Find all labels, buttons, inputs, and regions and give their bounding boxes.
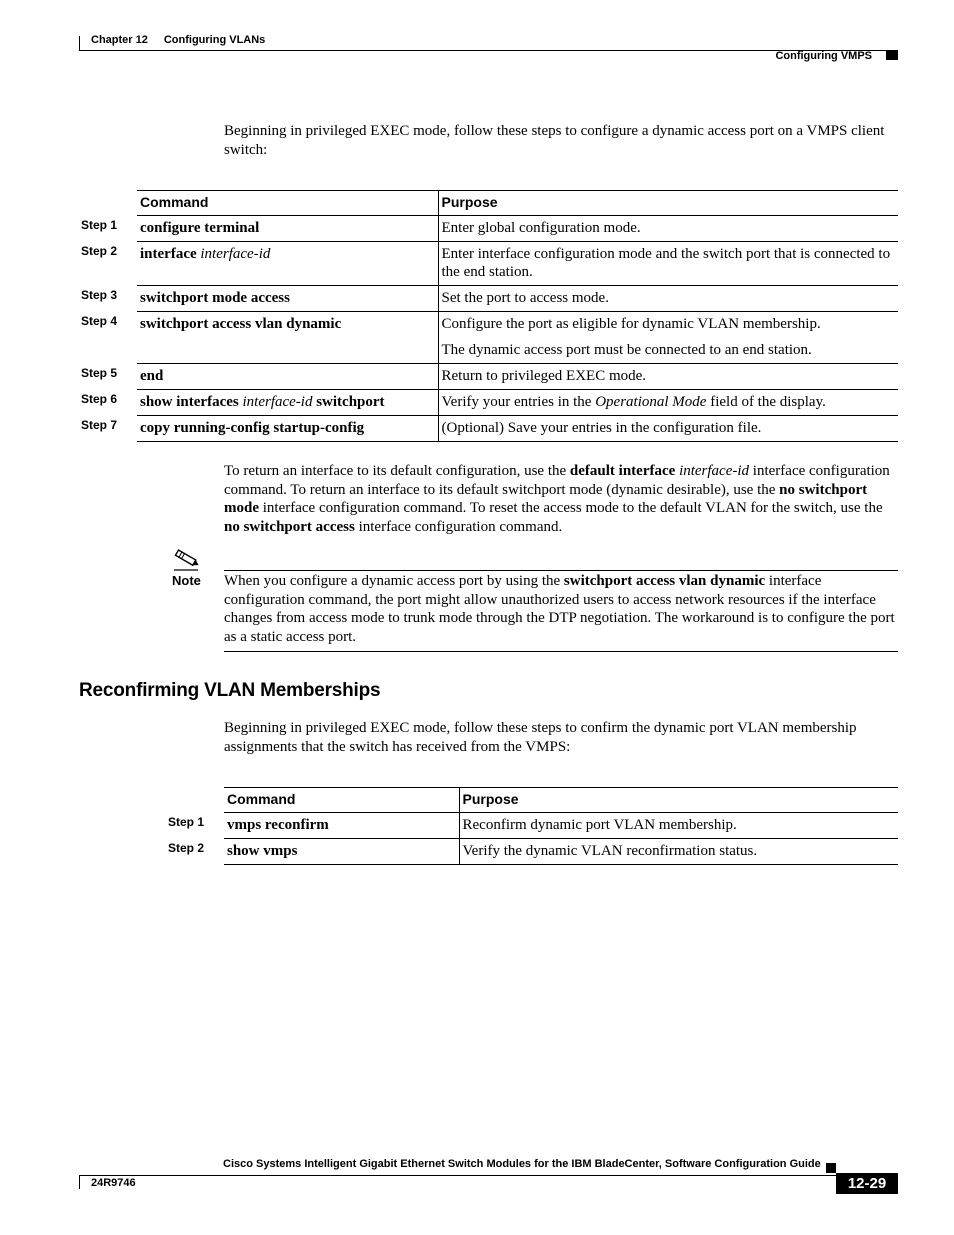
bold-text: interface bbox=[140, 246, 201, 262]
footer-rule-vertical bbox=[79, 1175, 80, 1189]
text-run: To return an interface to its default configuration, use the bbox=[224, 463, 570, 479]
table-header-row bbox=[224, 788, 898, 813]
header-rule-vertical bbox=[79, 36, 80, 50]
table-row bbox=[137, 390, 898, 416]
purpose-cell bbox=[459, 813, 898, 839]
bold-text: show interfaces bbox=[140, 394, 243, 410]
command-table-2 bbox=[224, 787, 898, 865]
step-label: Step 6 bbox=[81, 391, 118, 406]
bold-text: configure terminal bbox=[140, 220, 260, 236]
bold-text: switchport mode access bbox=[140, 290, 290, 306]
footer-rule bbox=[79, 1175, 836, 1176]
italic-text: interface-id bbox=[242, 394, 313, 410]
text-run: interface configuration command. To return an interface to its default switchport mode (dynamic desirable), use the bbox=[224, 463, 890, 498]
purpose-text: (Optional) Save your entries in the configuration file. bbox=[441, 420, 762, 436]
note-text bbox=[224, 572, 898, 646]
command-cell bbox=[137, 242, 438, 286]
note-rule-bottom bbox=[224, 651, 898, 652]
italic-text: interface-id bbox=[200, 246, 271, 262]
table-row bbox=[137, 216, 898, 242]
bold-text: switchport access vlan dynamic bbox=[563, 573, 766, 589]
italic-text: interface-id bbox=[679, 463, 750, 479]
purpose-text: Configure the port as eligible for dynamic VLAN membership. bbox=[441, 316, 821, 332]
note-rule-top bbox=[224, 570, 898, 571]
command-cell bbox=[137, 390, 438, 416]
section-heading: Reconfirming VLAN Memberships bbox=[79, 680, 381, 701]
purpose-cell bbox=[438, 216, 898, 242]
note-label: Note bbox=[172, 573, 201, 588]
bold-text: copy running-config startup-config bbox=[140, 420, 365, 436]
command-cell bbox=[137, 416, 438, 442]
purpose-text: Verify the dynamic VLAN reconfirmation status. bbox=[462, 843, 758, 859]
command-cell bbox=[224, 839, 459, 865]
purpose-cell bbox=[438, 390, 898, 416]
table-row bbox=[137, 312, 898, 364]
step-label: Step 1 bbox=[168, 814, 205, 829]
bold-text: end bbox=[140, 368, 164, 384]
step-label: Step 5 bbox=[81, 365, 118, 380]
text-run: interface configuration command. To reset the access mode to the default VLAN for the switch, use the bbox=[259, 500, 883, 516]
table-body bbox=[224, 813, 898, 865]
text-run: interface configuration command, the port might allow unauthorized users to access network resources if the interface changes from access mode to trunk mode through the DTP negotiation. The workaround is to configure the port as a static access port. bbox=[224, 573, 895, 645]
running-header-section: Configuring VMPS bbox=[775, 50, 872, 62]
purpose-cell bbox=[459, 839, 898, 865]
column-header-command: Command bbox=[137, 191, 438, 216]
header-marker-block bbox=[886, 50, 898, 60]
step-label: Step 3 bbox=[81, 287, 118, 302]
command-cell bbox=[137, 286, 438, 312]
page-number: 12-29 bbox=[836, 1173, 898, 1194]
bold-text: no switchport mode bbox=[224, 481, 868, 516]
chapter-title: Configuring VLANs bbox=[163, 34, 266, 46]
table-row bbox=[224, 839, 898, 865]
purpose-text: Set the port to access mode. bbox=[441, 290, 609, 306]
purpose-cell bbox=[438, 364, 898, 390]
table-row bbox=[224, 813, 898, 839]
text-run: When you configure a dynamic access port by using the bbox=[224, 573, 564, 589]
purpose-cell bbox=[438, 242, 898, 286]
intro-paragraph-2: Beginning in privileged EXEC mode, follow these steps to confirm the dynamic port VLAN membership assignments that the switch has received from the VMPS: bbox=[224, 720, 857, 755]
command-table-1 bbox=[137, 190, 898, 442]
step-label: Step 4 bbox=[81, 313, 118, 328]
text-run: interface configuration command. bbox=[354, 518, 563, 535]
bold-text: no switchport access bbox=[224, 518, 355, 535]
command-cell bbox=[137, 216, 438, 242]
footer-doc-number: 24R9746 bbox=[91, 1177, 136, 1189]
purpose-text: Reconfirm dynamic port VLAN membership. bbox=[462, 817, 737, 833]
table-row bbox=[137, 364, 898, 390]
table-body bbox=[137, 216, 898, 442]
purpose-cell bbox=[438, 286, 898, 312]
purpose-text: Enter global configuration mode. bbox=[441, 220, 641, 236]
step-label: Step 2 bbox=[168, 840, 205, 855]
table-row bbox=[137, 242, 898, 286]
footer-guide-title: Cisco Systems Intelligent Gigabit Ethernet Switch Modules for the IBM BladeCenter, Software Configuration Guide bbox=[223, 1158, 821, 1170]
command-cell bbox=[137, 364, 438, 390]
purpose-text: Enter interface configuration mode and the switch port that is connected to the end station. bbox=[441, 246, 891, 280]
purpose-cell bbox=[438, 312, 898, 364]
bold-text: default interface bbox=[569, 463, 676, 479]
pencil-note-icon bbox=[172, 547, 200, 571]
purpose-cell bbox=[438, 416, 898, 442]
italic-text: Operational Mode bbox=[595, 394, 707, 410]
intro-paragraph-1: Beginning in privileged EXEC mode, follow these steps to configure a dynamic access port on a VMPS client switch: bbox=[224, 123, 885, 158]
table-row bbox=[137, 286, 898, 312]
column-header-purpose: Purpose bbox=[459, 788, 898, 813]
command-cell bbox=[137, 312, 438, 364]
command-cell bbox=[224, 813, 459, 839]
purpose-text: The dynamic access port must be connected to an end station. bbox=[441, 342, 812, 358]
table-row bbox=[137, 416, 898, 442]
step-label: Step 7 bbox=[81, 417, 118, 432]
step-label: Step 2 bbox=[81, 243, 118, 258]
text-run: Verify your entries in the bbox=[441, 394, 596, 410]
purpose-text: Return to privileged EXEC mode. bbox=[441, 368, 647, 384]
default-config-paragraph bbox=[224, 462, 900, 536]
table-header-row bbox=[137, 191, 898, 216]
bold-text: show vmps bbox=[227, 843, 298, 859]
text-run: field of the display. bbox=[706, 394, 826, 410]
footer-marker-block bbox=[826, 1163, 836, 1173]
running-header-chapter bbox=[91, 34, 265, 46]
column-header-command: Command bbox=[224, 788, 459, 813]
chapter-number: Chapter 12 bbox=[91, 34, 148, 46]
bold-text: switchport access vlan dynamic bbox=[140, 316, 342, 332]
step-label: Step 1 bbox=[81, 217, 118, 232]
column-header-purpose: Purpose bbox=[438, 191, 898, 216]
bold-text: vmps reconfirm bbox=[227, 817, 329, 833]
bold-text: switchport bbox=[312, 394, 385, 410]
